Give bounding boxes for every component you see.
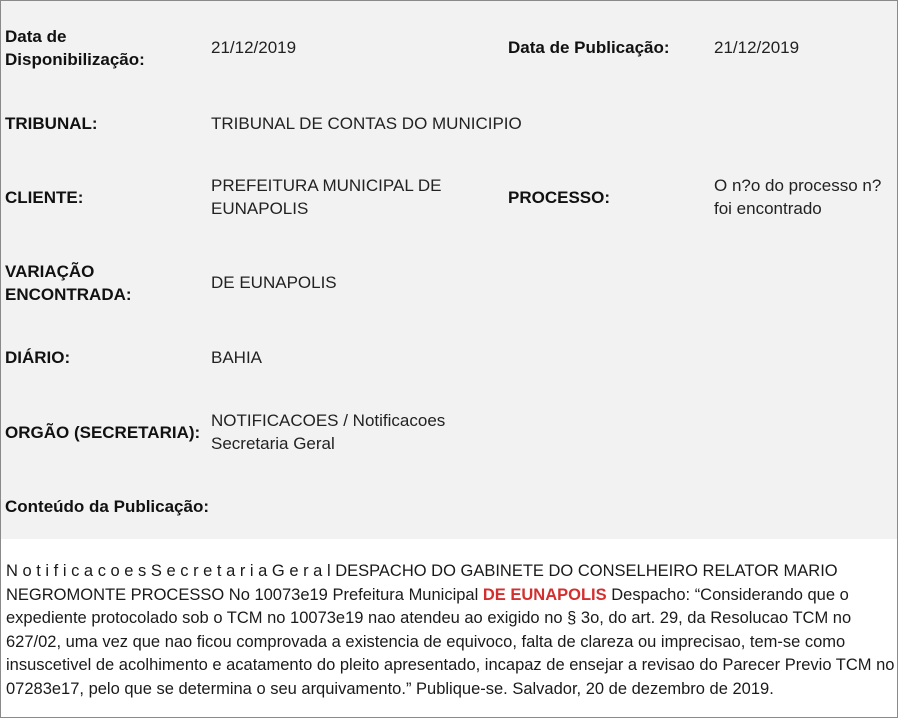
label-variacao-encontrada: VARIAÇÃO ENCONTRADA: (5, 262, 132, 304)
label-conteudo-publicacao: Conteúdo da Publicação: (5, 497, 210, 516)
highlighted-variation: DE EUNAPOLIS (482, 585, 607, 604)
publication-content (6, 560, 896, 701)
label-diario: DIÁRIO: (5, 348, 71, 367)
content-text-end: Despacho: “Considerando que o expediente protocolado sob o TCM no 10073e19 nao atendeu ao exigido no § 3o, do art. 29, da Resolucao TCM no 627/02, uma vez que nao ficou comprovada a existencia de equivoco, falta de clareza ou imprecisao, tem-se como insuscetivel de acolhimento e acatamento do pleito apresentado, incapaz de ensejar a revisao do Parecer Previo TCM no 07283e17, pelo que se determina o seu arquivamento.” Publique-se. Salvador, 20 de dezembro de 2019. (6, 585, 895, 698)
label-cliente: CLIENTE: (5, 188, 84, 207)
value-data-publicacao: 21/12/2019 (714, 38, 800, 57)
value-cliente: PREFEITURA MUNICIPAL DE EUNAPOLIS (211, 176, 442, 218)
value-variacao-encontrada: DE EUNAPOLIS (211, 273, 337, 292)
label-processo: PROCESSO: (508, 188, 611, 207)
value-tribunal: TRIBUNAL DE CONTAS DO MUNICIPIO (211, 114, 522, 133)
value-processo: O n?o do processo n? foi encontrado (714, 176, 882, 218)
value-data-disponibilizacao: 21/12/2019 (211, 38, 297, 57)
publication-metadata (1, 1, 897, 539)
label-tribunal: TRIBUNAL: (5, 114, 98, 133)
label-data-publicacao: Data de Publicação: (508, 38, 670, 57)
label-data-disponibilizacao: Data de Disponibilização: (5, 27, 145, 69)
value-orgao-secretaria: NOTIFICACOES / Notificacoes Secretaria Geral (211, 411, 446, 453)
label-orgao-secretaria: ORGÃO (SECRETARIA): (5, 423, 201, 442)
value-diario: BAHIA (211, 348, 263, 367)
content-text-start: N o t i f i c a c o e s S e c r e t a r i a G e r a l DESPACHO DO GABINETE DO CONSELHEIRO RELATOR MARIO NEGROMONTE PROCESSO No 10073e19 Prefeitura Municipal (6, 562, 838, 604)
